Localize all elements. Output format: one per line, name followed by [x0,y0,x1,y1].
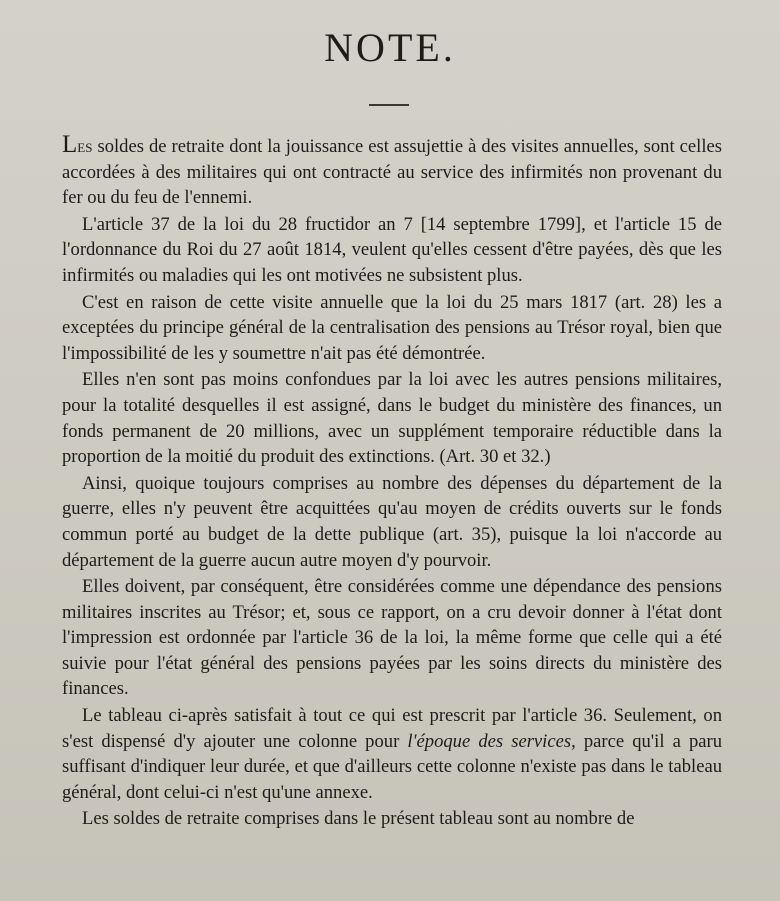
body-text [62,132,722,833]
title-divider [369,104,409,106]
paragraph-7 [62,703,722,805]
paragraph-6: Elles doivent, par conséquent, être considérées comme une dépendance des pensions militaires inscrites au Trésor; et, sous ce rapport, on a cru devoir donner à l'état dont l'impression est ordonnée par l'article 36 de la loi, la même forme que celle qui a été suivie pour l'état général des pensions payées par les soins directs du ministère des finances. [62,576,722,700]
small-caps-lead: es [77,136,93,157]
paragraph-4: Elles n'en sont pas moins confondues par la loi avec les autres pensions militaires, pour la totalité desquelles il est assigné, dans le budget du ministère des finances, un fonds permanent de 20 millions, avec un supplément temporaire réductible dans la proportion de la moitié du produit des extinctions. (Art. 30 et 32.) [62,369,722,468]
paragraph-8: Les soldes de retraite comprises dans le présent tableau sont au nombre de [82,808,635,830]
paragraph-2: L'article 37 de la loi du 28 fructidor an 7 [14 septembre 1799], et l'article 15 de l'ordonnance du Roi du 27 août 1814, veulent qu'elles cessent d'être payées, dès que les infirmités ou maladies qui les ont motivées ne subsistent plus. [62,213,722,286]
drop-cap: L [62,131,78,158]
paragraph-5: Ainsi, quoique toujours comprises au nombre des dépenses du département de la guerre, elles n'y peuvent être acquittées qu'au moyen de crédits ouverts sur le fonds commun porté au budget de la dette publique (art. 35), puisque la loi n'accorde au département de la guerre aucun autre moyen d'y pourvoir. [62,472,722,571]
paragraph-1-text: soldes de retraite dont la jouissance est assujettie à des visites annuelles, sont celles accordées à des militaires qui ont contracté au service des infirmités non provenant du fer ou du feu de l'ennemi. [62,136,722,209]
paragraph-7-text-before: Le tableau ci-après satisfait à tout ce qui est prescrit par l'article 36. Seulement, on s'est dispensé d'y ajouter une colonne pour [62,705,722,752]
italic-phrase: l'époque des services [407,730,572,752]
paragraph-7-text-after: , parce qu'il a paru suffisant d'indiquer leur durée, et que d'ailleurs cette colonne n'existe pas dans le tableau général, dont celui-ci n'est qu'une annexe. [62,730,722,803]
paragraph-1 [62,132,722,211]
paragraph-3: C'est en raison de cette visite annuelle que la loi du 25 mars 1817 (art. 28) les a exceptées du principe général de la centralisation des pensions au Trésor royal, bien que l'impossibilité de les y soumettre n'ait pas été démontrée. [62,291,722,364]
page-title: NOTE. [324,25,456,70]
